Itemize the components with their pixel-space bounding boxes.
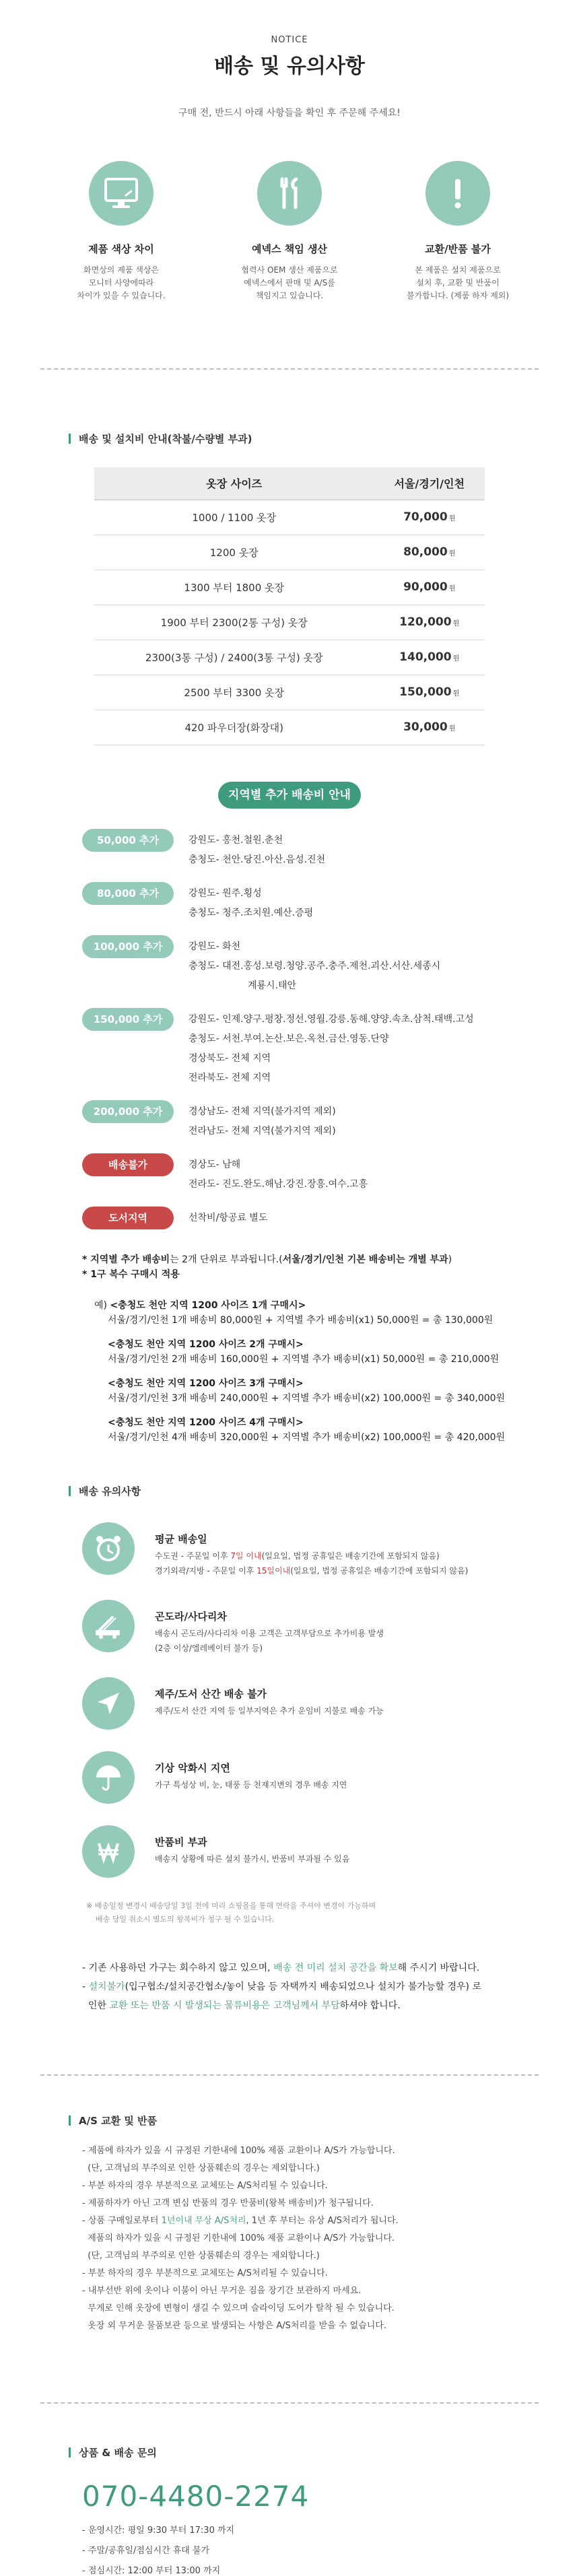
region-group [82, 935, 579, 996]
feature-color [61, 161, 182, 302]
feature-no-return [397, 161, 518, 302]
region-group [82, 1153, 579, 1194]
won-icon [82, 1825, 135, 1878]
table-header: 서울/경기/인천 [374, 467, 485, 500]
care-item [82, 1751, 579, 1804]
section-care-heading [69, 1484, 579, 1498]
care-text [155, 1825, 349, 1878]
cell-size: 2500 부터 3300 옷장 [94, 675, 374, 710]
region-badge-unavailable: 배송불가 [82, 1153, 174, 1176]
region-lines: 경상도- 남해 전라도- 진도.완도.해남.강진.장흥.여수.고흥 [189, 1159, 368, 1190]
section-contact-heading [69, 2445, 579, 2460]
care-desc: 제주/도서 산간 지역 등 일부지역은 추가 운임비 지불로 배송 가능 [155, 1705, 384, 1716]
example-block: <충청도 천안 지역 1200 사이즈 2개 구매시> 서울/경기/인천 2개 배송비 160,000원 + 지역별 추가 배송비(x1) 50,000원 = 총 210,000원 [108, 1338, 500, 1365]
section-shipping-heading [69, 432, 579, 446]
header [0, 0, 579, 119]
feature-desc: 화면상의 제품 색상은 모니터 사양에따라 차이가 있을 수 있습니다. [77, 265, 166, 300]
exclamation-icon [425, 161, 490, 226]
care-title: 제주/도서 산간 배송 불가 [155, 1687, 267, 1700]
region-group [82, 1100, 579, 1141]
region-group [82, 1008, 579, 1088]
feature-desc: 본 제품은 설치 제품으로 설치 후, 교환 및 반품이 불가합니다. (제품 하자 제외) [406, 265, 510, 300]
table-row [94, 535, 485, 570]
region-lines: 경상남도- 전체 지역(불가지역 제외) 전라남도- 전체 지역(불가지역 제외) [189, 1106, 336, 1137]
region-lines: 강원도- 화천 충청도- 대전.홍성.보령.청양.공주.충주.제천.괴산.서산.세종시 계룡시.태안 [189, 941, 441, 991]
care-title: 평균 배송일 [155, 1532, 207, 1545]
region-group [82, 829, 579, 870]
section-title: 상품 & 배송 문의 [79, 2446, 157, 2459]
cell-size: 2300(3통 구성) / 2400(3통 구성) 옷장 [94, 640, 374, 675]
cell-price: 30,000 원 [374, 710, 485, 745]
table-row [94, 605, 485, 640]
cell-size: 1000 / 1100 옷장 [94, 500, 374, 535]
region-badge: 50,000 추가 [82, 829, 174, 852]
section-bar [69, 434, 71, 444]
section-bar [69, 2447, 71, 2458]
region-lines: 강원도- 인제.양구.평창.정선.영월.강릉.동해.양양.속초.삼척.태백.고성 충청도- 서천.부여.논산.보은.옥천.금산.영동.단양 경상북도- 전체 지역 전라북도- 전체 지역 [189, 1013, 474, 1083]
example-block: <충청도 천안 지역 1200 사이즈 3개 구매시> 서울/경기/인천 3개 배송비 240,000원 + 지역별 추가 배송비(x2) 100,000원 = 총 340,000원 [108, 1378, 506, 1404]
shipping-table [94, 467, 485, 745]
section-as-heading [69, 2113, 579, 2128]
region-badge: 200,000 추가 [82, 1100, 174, 1123]
care-item [82, 1522, 579, 1578]
region-group [82, 882, 579, 923]
region-badge: 100,000 추가 [82, 935, 174, 958]
as-text: - 제품에 하자가 있을 시 규정된 기한내에 100% 제품 교환이나 A/S가 가능합니다. (단, 고객님의 부주의로 인한 상품훼손의 경우는 제외합니다.) - 부분 하자의 경우 부분적으로 교체또는 A/S처리될 수 있습니다. - 제품하자가 아닌 고객 변심 반품의 경우 반품비(왕복 배송비)가 청구됩니다. - 상품 구매일로부터 1년이내 무상 A/S처리, 1년 후 부터는 유상 A/S처리가 됩니다. 제품의 하자가 있을 시 규정된 기한내에 100% 제품 교환이나 A/S가 가능합니다. (단, 고객님의 부주의로 인한 상품훼손의 경우는 제외합니다.) - 부분 하자의 경우 부분적으로 교체또는 A/S처리될 수 있습니다. - 내부선반 위에 옷이나 이불이 아닌 무거운 짐을 장기간 보관하지 마세요. 무게로 인해 옷장에 변형이 생길 수 있으며 슬라이딩 도어가 탈착 될 수 있습니다. 옷장 외 무거운 물품보관 등으로 발생되는 사항은 A/S처리를 받을 수 없습니다. [82, 2145, 399, 2331]
divider [40, 368, 539, 370]
contact-hours: - 운영시간: 평일 9:30 부터 17:30 까지 - 주말/공휴일/점심시간 휴대 불가 - 점심시간: 12:00 부터 13:00 까지 [82, 2525, 235, 2576]
care-title: 기상 악화시 지연 [155, 1761, 230, 1774]
section-title: 배송 및 설치비 안내(착불/수량별 부과) [79, 433, 252, 445]
cell-size: 1200 옷장 [94, 535, 374, 570]
care-text [155, 1522, 468, 1578]
region-lines: 강원도- 홍천.철원.춘천 충청도- 천안.당진.아산.음성.진천 [189, 834, 326, 865]
care-title: 반품비 부과 [155, 1835, 207, 1848]
ladder-truck-icon [82, 1600, 135, 1652]
section-title: A/S 교환 및 반품 [79, 2114, 158, 2127]
table-row [94, 570, 485, 605]
page-title: 배송 및 유의사항 [214, 55, 365, 78]
feature-row [0, 161, 579, 302]
region-lines: 강원도- 원주.횡성 충청도- 청주.조치원.예산.증평 [189, 887, 314, 918]
divider [40, 2402, 539, 2404]
cell-price: 140,000 원 [374, 640, 485, 675]
region-badge-island: 도서지역 [82, 1207, 174, 1229]
umbrella-icon [82, 1751, 135, 1804]
cell-size: 420 파우더장(화장대) [94, 710, 374, 745]
care-desc: 가구 특성상 비, 눈, 태풍 등 천재지변의 경우 배송 지연 [155, 1780, 347, 1790]
cell-price: 90,000 원 [374, 570, 485, 605]
tools-icon [257, 161, 322, 226]
cell-size: 1900 부터 2300(2통 구성) 옷장 [94, 605, 374, 640]
airplane-icon [82, 1677, 135, 1730]
care-item [82, 1825, 579, 1878]
note-line: * 1구 복수 구매시 적용 [82, 1268, 180, 1280]
section-bar [69, 1486, 71, 1496]
cell-price: 120,000 원 [374, 605, 485, 640]
section-bar [69, 2115, 71, 2126]
regional-notes [82, 1252, 579, 1282]
care-desc: 배송지 상황에 따른 설치 불가시, 반품비 부과될 수 있음 [155, 1854, 350, 1864]
table-row [94, 675, 485, 710]
care-text [155, 1751, 347, 1804]
divider [40, 2074, 539, 2076]
regional-title: 지역별 추가 배송비 안내 [218, 782, 361, 809]
feature-title: 예넥스 책임 생산 [252, 243, 327, 255]
care-desc: 수도권 - 주문일 이후 7일 이내(일요일, 법정 공휴일은 배송기간에 포함되지 않음) 경기외곽/지방 - 주문일 이후 15일이내(일요일, 법정 공휴일은 배송기간에 포함되지 않음) [155, 1551, 469, 1575]
region-badge: 80,000 추가 [82, 882, 174, 905]
fine-print: ※ 배송일정 변경시 배송당일 3일 전에 미리 쇼핑몰을 통해 연락을 주셔야 변경이 가능하며 배송 당일 취소시 별도의 왕복비가 청구 될 수 있습니다. [86, 1901, 376, 1924]
monitor-icon [89, 161, 154, 226]
cell-size: 1300 부터 1800 옷장 [94, 570, 374, 605]
feature-production [229, 161, 350, 302]
notice-label: NOTICE [271, 35, 308, 45]
table-header: 옷장 사이즈 [94, 467, 374, 500]
care-text [155, 1600, 384, 1656]
phone-number[interactable]: 070-4480-2274 [82, 2479, 310, 2513]
region-lines: 선착비/항공료 별도 [189, 1212, 268, 1223]
table-row [94, 710, 485, 745]
examples [0, 1298, 579, 1445]
table-row [94, 500, 485, 535]
care-title: 곤도라/사다리차 [155, 1610, 227, 1623]
care-item [82, 1600, 579, 1656]
cell-price: 70,000 원 [374, 500, 485, 535]
example-block: 예) <충청도 천안 지역 1200 사이즈 1개 구매시> 서울/경기/인천 1개 배송비 80,000원 + 지역별 추가 배송비(x1) 50,000원 = 총 130,000원 [94, 1299, 493, 1326]
lead-text: 구매 전, 반드시 아래 사항들을 확인 후 주문해 주세요! [178, 108, 401, 118]
cell-price: 150,000 원 [374, 675, 485, 710]
regional-list [0, 829, 579, 1229]
example-block: <충청도 천안 지역 1200 사이즈 4개 구매시> 서울/경기/인천 4개 배송비 320,000원 + 지역별 추가 배송비(x2) 100,000원 = 총 420,000원 [108, 1417, 506, 1443]
care-text [155, 1677, 384, 1730]
feature-title: 제품 색상 차이 [88, 243, 154, 255]
regional-title-wrap [0, 782, 579, 809]
table-row [94, 640, 485, 675]
section-title: 배송 유의사항 [79, 1485, 141, 1497]
region-badge: 150,000 추가 [82, 1008, 174, 1031]
table-header-row [94, 467, 485, 500]
warning-text: - 기존 사용하던 가구는 회수하지 않고 있으며, 배송 전 미리 설치 공간을 확보해 주시기 바랍니다. - 설치불가(입구협소/설치공간협소/놓이 낮음 등 자택까지 배송되었으나 설치가 불가능할 경우) 로 인한 교환 또는 반품 시 발생되는 물류비용은 고객님께서 부담하셔야 합니다. [82, 1962, 481, 2011]
feature-title: 교환/반품 불가 [425, 243, 491, 255]
cell-price: 80,000 원 [374, 535, 485, 570]
region-group [82, 1207, 579, 1229]
note-line: * 지역별 추가 배송비는 2개 단위로 부과됩니다.(서울/경기/인천 기본 배송비는 개별 부과) [82, 1254, 452, 1265]
feature-desc: 협력사 OEM 생산 제품으로 예넥스에서 판매 및 A/S를 책임지고 있습니다. [241, 265, 338, 300]
alarm-clock-icon [82, 1522, 135, 1575]
care-desc: 배송시 곤도라/사다리차 이용 고객은 고객부담으로 추가비용 발생 (2층 이상/엘레베이터 불가 등) [155, 1628, 384, 1653]
care-list [0, 1522, 579, 1878]
care-item [82, 1677, 579, 1730]
